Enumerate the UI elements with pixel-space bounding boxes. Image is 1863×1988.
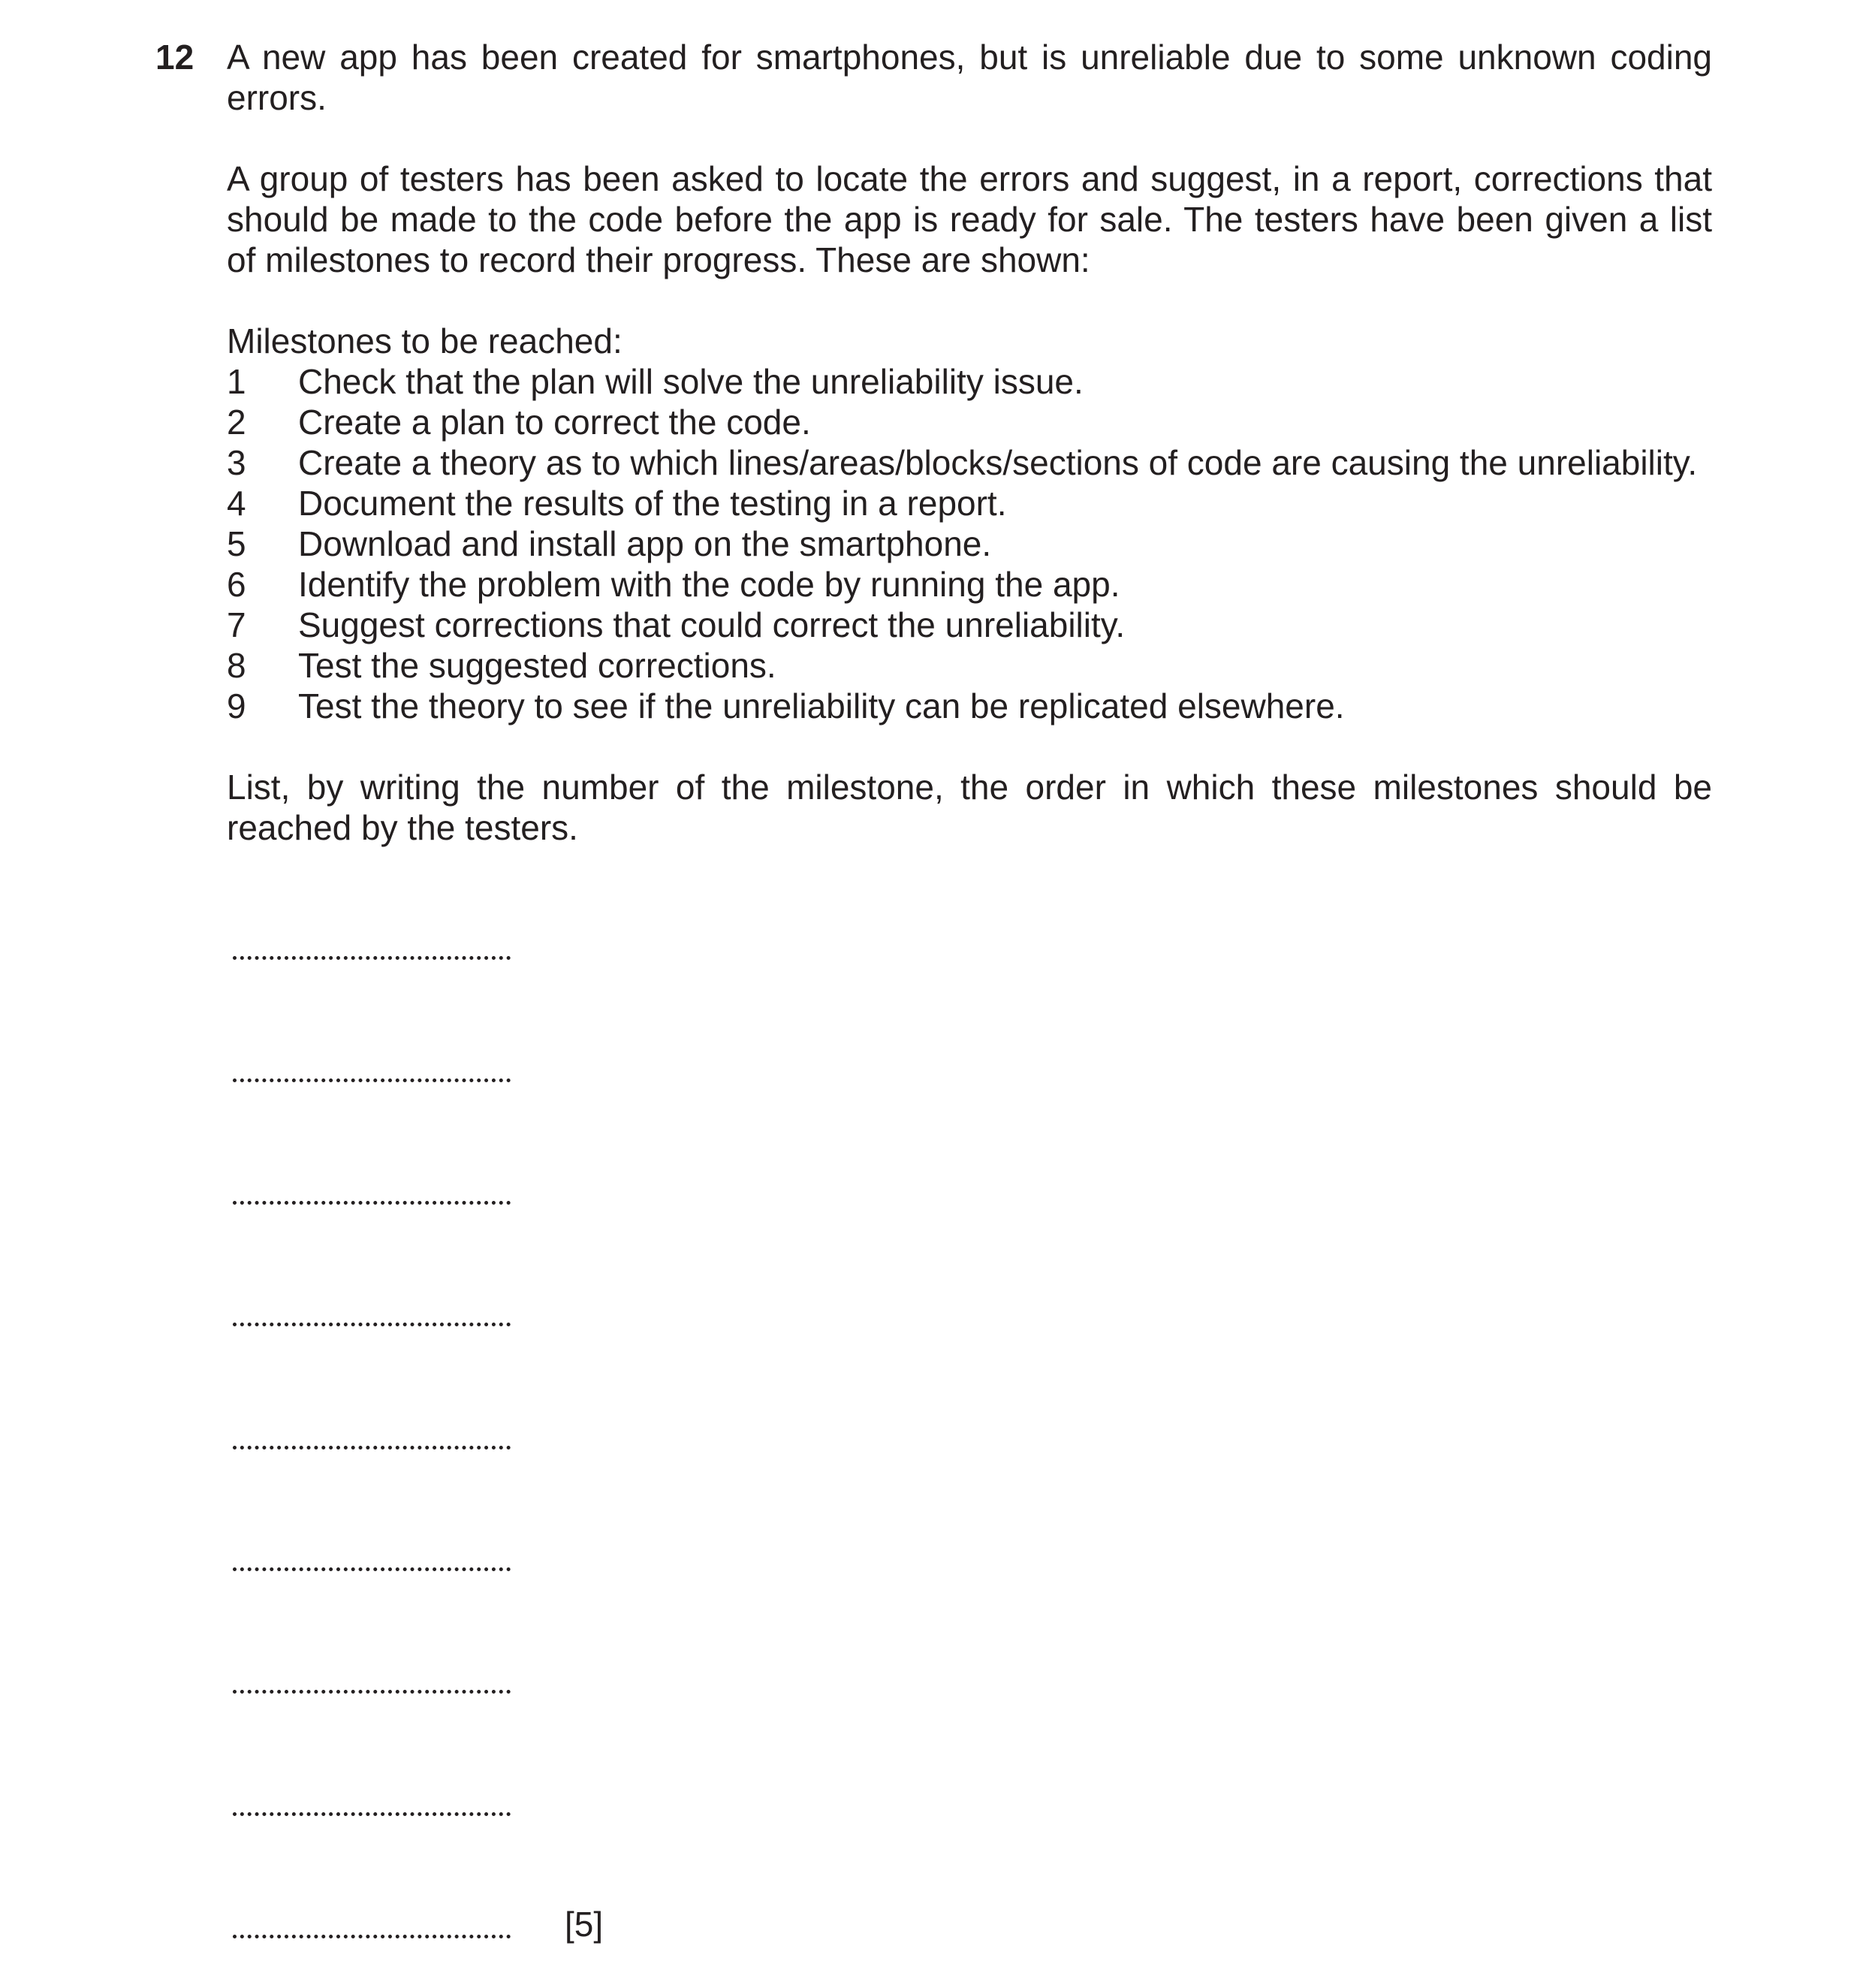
milestone-text: Document the results of the testing in a report. <box>298 484 1007 523</box>
answer-line[interactable] <box>233 952 511 960</box>
milestone-text: Download and install app on the smartphone. <box>298 524 992 563</box>
milestone-item <box>227 402 1712 442</box>
milestone-number: 6 <box>227 565 246 604</box>
answer-line[interactable] <box>233 1685 511 1694</box>
milestone-item <box>227 361 1712 402</box>
context-paragraph: A group of testers has been asked to locate the errors and suggest, in a report, corrections that should be made to the code before the app is ready for sale. The testers have been given a list of milestones to record their progress. These are shown: <box>227 159 1712 279</box>
milestone-item <box>227 442 1712 483</box>
milestone-number: 5 <box>227 524 246 563</box>
answer-line[interactable] <box>233 1930 511 1938</box>
milestone-number: 8 <box>227 646 246 685</box>
answer-line[interactable] <box>233 1563 511 1571</box>
milestone-number: 9 <box>227 686 246 726</box>
question-number: 12 <box>155 38 194 77</box>
milestone-text: Create a plan to correct the code. <box>298 403 811 442</box>
milestone-number: 2 <box>227 403 246 442</box>
answer-line[interactable] <box>233 1074 511 1082</box>
milestone-number: 4 <box>227 484 246 523</box>
question-body <box>227 37 1712 848</box>
milestone-number: 7 <box>227 605 246 644</box>
milestone-number: 3 <box>227 443 246 482</box>
milestone-item <box>227 645 1712 686</box>
milestone-list <box>227 361 1712 726</box>
answer-line[interactable] <box>233 1318 511 1326</box>
answer-line[interactable] <box>233 1441 511 1450</box>
milestone-item <box>227 483 1712 523</box>
answer-line[interactable] <box>233 1196 511 1205</box>
milestone-text: Identify the problem with the code by running the app. <box>298 565 1120 604</box>
milestone-text: Create a theory as to which lines/areas/blocks/sections of code are causing the unreliability. <box>298 443 1698 482</box>
milestone-number: 1 <box>227 362 246 401</box>
milestone-item <box>227 564 1712 605</box>
intro-paragraph: A new app has been created for smartphones, but is unreliable due to some unknown coding errors. <box>227 38 1712 117</box>
milestone-item <box>227 605 1712 645</box>
milestone-text: Test the theory to see if the unreliability can be replicated elsewhere. <box>298 686 1345 726</box>
milestone-text: Suggest corrections that could correct the unreliability. <box>298 605 1126 644</box>
milestones-heading: Milestones to be reached: <box>227 321 623 360</box>
milestone-text: Check that the plan will solve the unreliability issue. <box>298 362 1084 401</box>
instruction-paragraph: List, by writing the number of the milestone, the order in which these milestones should be reached by the testers. <box>227 768 1712 847</box>
milestone-text: Test the suggested corrections. <box>298 646 776 685</box>
answer-line[interactable] <box>233 1808 511 1816</box>
milestone-item <box>227 686 1712 726</box>
marks-label: [5] <box>565 1905 604 1944</box>
milestone-item <box>227 523 1712 564</box>
